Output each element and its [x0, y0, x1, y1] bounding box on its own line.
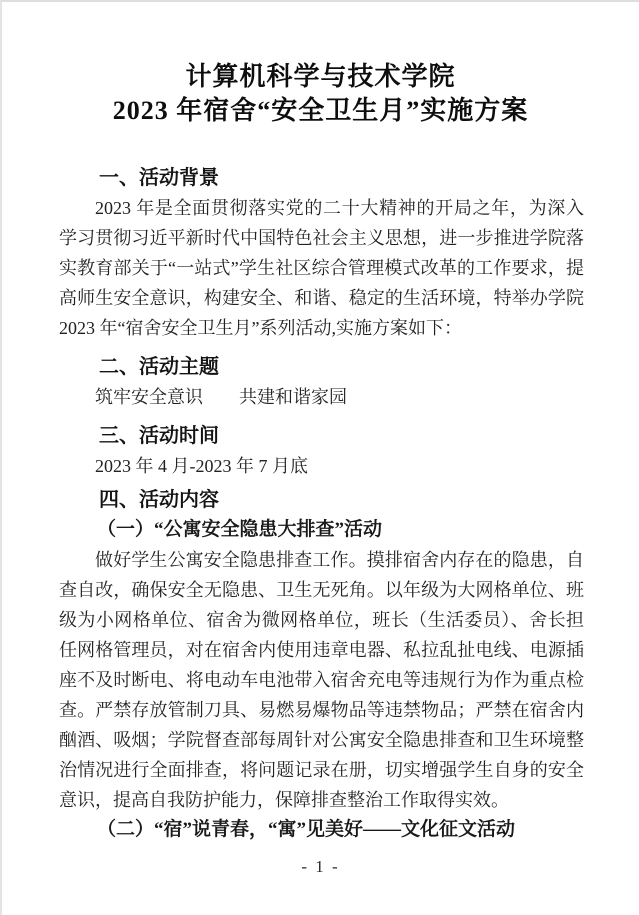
section-heading-time: 三、活动时间 [99, 425, 219, 447]
section-heading-background: 一、活动背景 [99, 167, 219, 189]
document-body [59, 163, 584, 845]
subsection-heading-inspection: （一）“公寓安全隐患大排查”活动 [97, 519, 383, 540]
paragraph-background: 2023 年是全面贯彻落实党的二十大精神的开局之年，为深入学习贯彻习近平新时代中国特色社会主义思想，进一步推进学院落实教育部关于“一站式”学生社区综合管理模式改革的工作要求，提高师生安全意识，构建安全、和谐、稳定的生活环境，特举办学院 2023 年“宿舍安全卫生月”系列活动,实施方案如下： [59, 198, 584, 338]
subsection-heading-essay: （二）“宿”说青春，“寓”见美好——文化征文活动 [97, 819, 516, 840]
section-heading-content: 四、活动内容 [99, 489, 219, 511]
paragraph-inspection: 做好学生公寓安全隐患排查工作。摸排宿舍内存在的隐患，自查自改，确保安全无隐患、卫生无死角。以年级为大网格单位、班级为小网格单位、宿舍为微网格单位，班长（生活委员）、舍长担任网格管理员，对在宿舍内使用违章电器、私拉乱扯电线、电源插座不及时断电、将电动车电池带入宿舍充电等违规行为作为重点检查。严禁存放管制刀具、易燃易爆物品等违禁物品；严禁在宿舍内酗酒、吸烟；学院督查部每周针对公寓安全隐患排查和卫生环境整治情况进行全面排查，将问题记录在册，切实增强学生自身的安全意识，提高自我防护能力，保障排查整治工作取得实效。 [59, 550, 584, 810]
section-heading-theme: 二、活动主题 [99, 356, 219, 378]
doc-title-line-2: 2023 年宿舍“安全卫生月”实施方案 [112, 96, 529, 125]
paragraph-theme: 筑牢安全意识 共建和谐家园 [95, 387, 347, 407]
document-title [2, 60, 639, 128]
paragraph-time: 2023 年 4 月-2023 年 7 月底 [95, 456, 308, 476]
doc-title-line-1: 计算机科学与技术学院 [185, 62, 456, 91]
page-number: - 1 - [301, 857, 340, 876]
